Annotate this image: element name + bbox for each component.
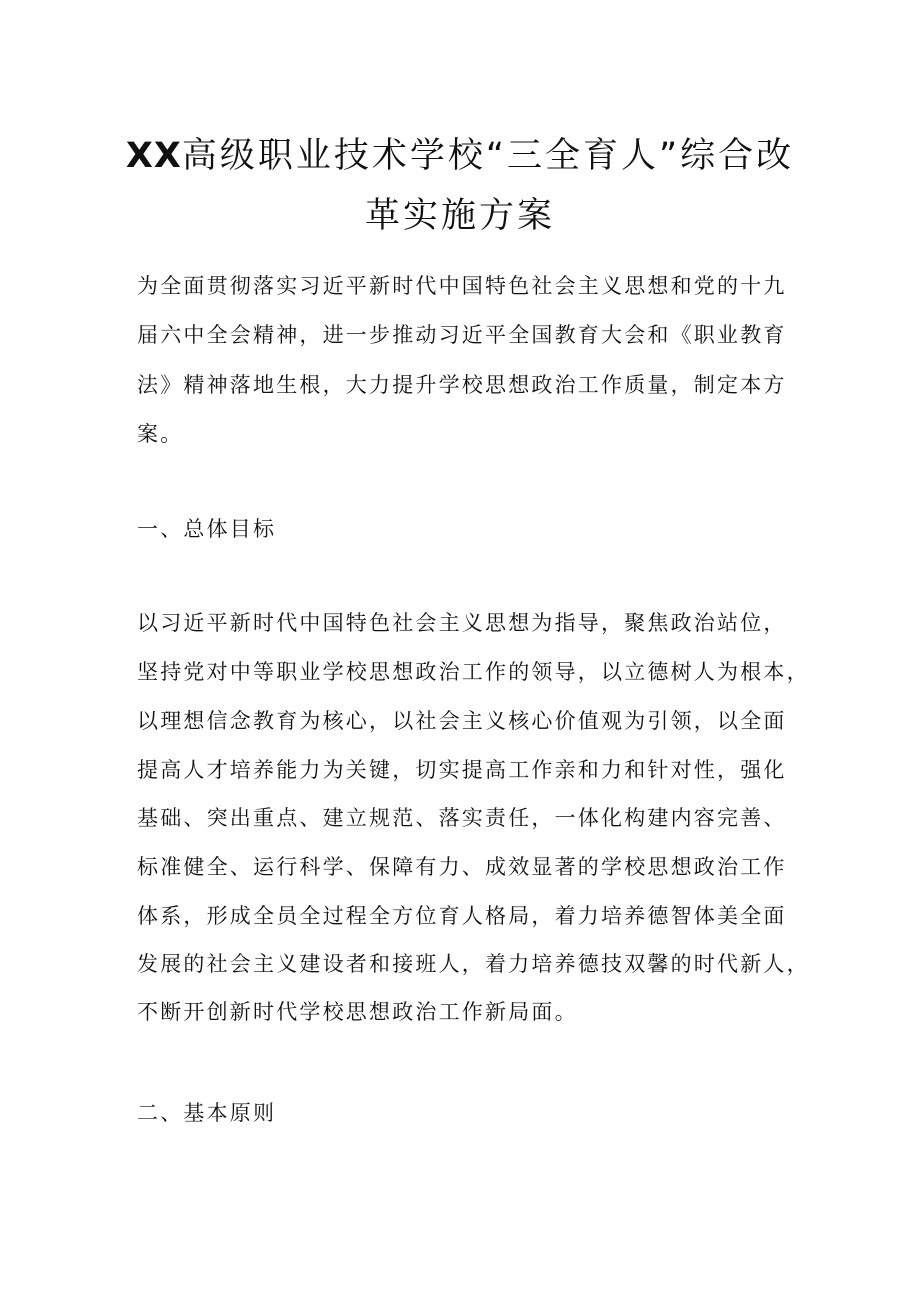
document-title-line-2: 革实施方案 [364,196,555,236]
intro-line: 为全面贯彻落实习近平新时代中国特色社会主义思想和党的十九 [137,274,787,298]
section1-line: 以习近平新时代中国特色社会主义思想为指导，聚焦政治站位， [137,611,787,635]
intro-line: 案。 [137,422,184,446]
section1-line: 基础、突出重点、建立规范、落实责任，一体化构建内容完善、 [137,806,787,830]
document-title-line-1 [120,128,800,178]
section1-line: 标准健全、运行科学、保障有力、成效显著的学校思想政治工作 [137,855,787,879]
section1-line: 以理想信念教育为核心，以社会主义核心价值观为引领，以全面 [137,709,787,733]
section-heading-basic-principles: 二、基本原则 [137,1101,277,1125]
intro-line: 法》精神落地生根，大力提升学校思想政治工作质量，制定本方 [137,373,787,397]
section1-line: 体系，形成全员全过程全方位育人格局，着力培养德智体美全面 [137,904,787,928]
title-line-1-text: 高级职业技术学校“三全育人”综合改 [181,136,795,176]
section1-line: 不断开创新时代学校思想政治工作新局面。 [137,1000,578,1024]
section-heading-overall-goal: 一、总体目标 [137,517,277,541]
section1-line: 提高人才培养能力为关键，切实提高工作亲和力和针对性，强化 [137,758,787,782]
title-prefix: XX [125,136,182,176]
intro-line: 届六中全会精神，进一步推动习近平全国教育大会和《职业教育 [137,323,787,347]
section1-line: 发展的社会主义建设者和接班人，着力培养德技双馨的时代新人， [137,952,810,976]
section1-line: 坚持党对中等职业学校思想政治工作的领导，以立德树人为根本， [137,660,810,684]
